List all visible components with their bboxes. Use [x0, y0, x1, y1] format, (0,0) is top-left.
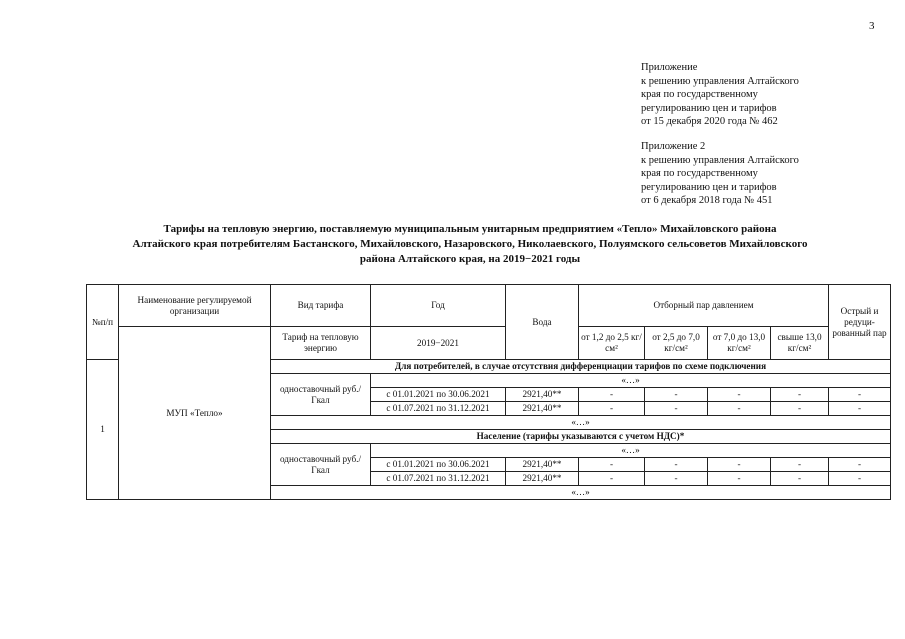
value-cell: - [771, 458, 829, 472]
value-cell: - [645, 388, 708, 402]
subheader-pressure-1: от 1,2 до 2,5 кг/см² [579, 327, 645, 360]
period-cell: с 01.01.2021 по 30.06.2021 [371, 458, 506, 472]
water-cell: 2921,40** [506, 458, 579, 472]
value-cell: - [645, 402, 708, 416]
value-cell: - [771, 388, 829, 402]
value-cell: - [579, 388, 645, 402]
water-cell: 2921,40** [506, 402, 579, 416]
header-steam: Отборный пар давлением [579, 285, 829, 327]
subheader-pressure-4: свыше 13,0 кг/см² [771, 327, 829, 360]
period-cell: с 01.07.2021 по 31.12.2021 [371, 402, 506, 416]
value-cell: - [771, 472, 829, 486]
ellipsis-cell: «…» [371, 374, 891, 388]
title-line: Алтайского края потребителям Бастанского, Михайловского, Назаровского, Николаевского, Полуямского сельсоветов Михайловского [132, 238, 808, 250]
value-cell: - [708, 388, 771, 402]
appendix2-block [641, 140, 799, 208]
header-num: №п/п [87, 285, 119, 360]
document-title [60, 222, 880, 267]
value-cell: - [579, 458, 645, 472]
appendix2-line: регулированию цен и тарифов [641, 181, 777, 193]
row-number-cell: 1 [87, 360, 119, 500]
subheader-pressure-3: от 7,0 до 13,0 кг/см² [708, 327, 771, 360]
appendix2-line: края по государственному [641, 168, 758, 180]
tariff-table [86, 284, 891, 500]
value-cell: - [708, 402, 771, 416]
header-sharp-steam: Острый и редуци-рованный пар [829, 285, 891, 360]
value-cell: - [708, 458, 771, 472]
value-cell: - [829, 402, 891, 416]
value-cell: - [829, 472, 891, 486]
title-line: Тарифы на тепловую энергию, поставляемую муниципальным унитарным предприятием «Тепло» Михайловского района [163, 223, 777, 235]
org-name-cell: МУП «Тепло» [119, 327, 271, 500]
section-title: Население (тарифы указываются с учетом НДС)* [271, 430, 891, 444]
value-cell: - [645, 458, 708, 472]
subheader-pressure-2: от 2,5 до 7,0 кг/см² [645, 327, 708, 360]
header-year: Год [371, 285, 506, 327]
header-org: Наименование регулируемой организации [119, 285, 271, 327]
title-line: района Алтайского края, на 2019−2021 годы [359, 253, 581, 265]
value-cell: - [829, 458, 891, 472]
period-cell: с 01.01.2021 по 30.06.2021 [371, 388, 506, 402]
appendix-line: регулированию цен и тарифов [641, 102, 777, 114]
value-cell: - [579, 472, 645, 486]
tariff-type-cell: одноставочный руб./Гкал [271, 444, 371, 486]
value-cell: - [771, 402, 829, 416]
period-cell: с 01.07.2021 по 31.12.2021 [371, 472, 506, 486]
table-subheader-row [87, 327, 891, 360]
water-cell: 2921,40** [506, 472, 579, 486]
header-water: Вода [506, 285, 579, 360]
ellipsis-cell: «…» [271, 486, 891, 500]
appendix2-line: от 6 декабря 2018 года № 451 [641, 195, 773, 207]
header-tariff-type: Вид тарифа [271, 285, 371, 327]
appendix-line: Приложение [641, 62, 698, 73]
value-cell: - [645, 472, 708, 486]
appendix-line: края по государственному [641, 89, 758, 101]
subheader-tariff-type: Тариф на тепловую энергию [271, 327, 371, 360]
value-cell: - [829, 388, 891, 402]
section-title: Для потребителей, в случае отсутствия дифференциации тарифов по схеме подключения [271, 360, 891, 374]
table-header-row [87, 285, 891, 327]
value-cell: - [708, 472, 771, 486]
water-cell: 2921,40** [506, 388, 579, 402]
appendix-block [641, 61, 799, 129]
tariff-type-cell: одноставочный руб./Гкал [271, 374, 371, 416]
subheader-year: 2019−2021 [371, 327, 506, 360]
ellipsis-cell: «…» [271, 416, 891, 430]
page-number: 3 [869, 20, 875, 32]
appendix-line: к решению управления Алтайского [641, 75, 799, 87]
appendix-line: от 15 декабря 2020 года № 462 [641, 116, 778, 128]
appendix2-line: к решению управления Алтайского [641, 154, 799, 166]
ellipsis-cell: «…» [371, 444, 891, 458]
value-cell: - [579, 402, 645, 416]
appendix2-line: Приложение 2 [641, 141, 706, 152]
